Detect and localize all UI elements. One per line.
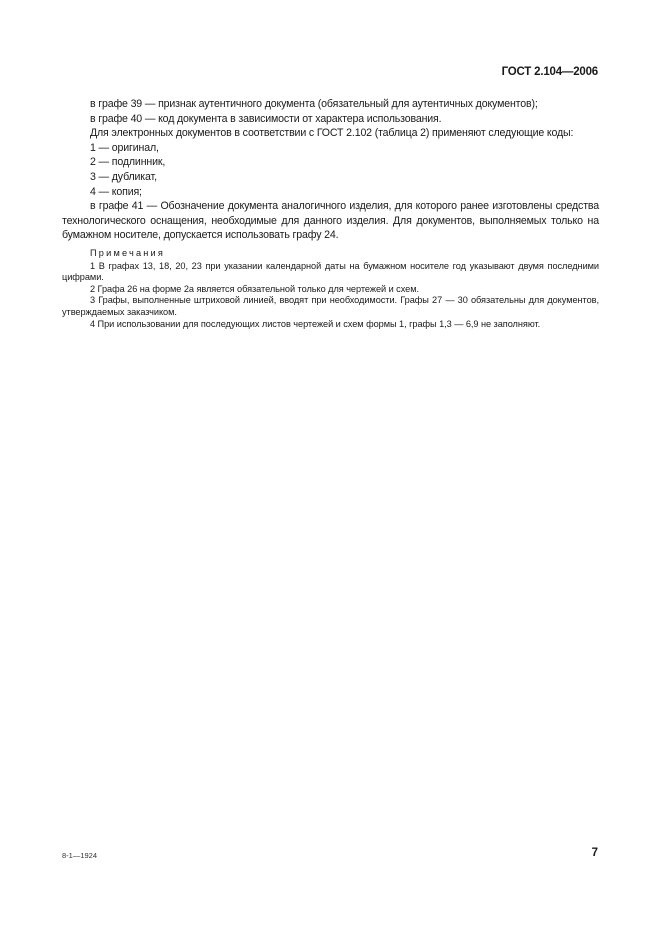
notes-section — [62, 248, 599, 330]
notes-title: Примечания — [90, 247, 166, 258]
note-item-4: 4 При использовании для последующих листов чертежей и схем формы 1, графы 1,3 — 6,9 не заполняют. — [90, 318, 541, 329]
code-item-duplicate: 3 — дубликат, — [90, 170, 157, 183]
paragraph-field-40: в графе 40 — код документа в зависимости от характера использования. — [90, 112, 442, 125]
document-standard-header: ГОСТ 2.104—2006 — [501, 66, 598, 78]
code-item-original: 1 — оригинал, — [90, 141, 159, 154]
paragraph-field-41: в графе 41 — Обозначение документа аналогичного изделия, для которого ранее изготовлены средства технологического оснащения, необходимые для данного изделия. Для документов, выполняемых только на бумажном носителе, допускается использовать графу 24. — [62, 200, 599, 242]
note-item-1: 1 В графах 13, 18, 20, 23 при указании календарной даты на бумажном носителе год указывают двумя последними цифрами. — [62, 260, 599, 283]
page-number: 7 — [591, 847, 598, 859]
document-body — [62, 97, 599, 330]
print-code: 8-1—1924 — [62, 851, 98, 860]
note-item-2: 2 Графа 26 на форме 2а является обязательной только для чертежей и схем. — [90, 283, 419, 294]
code-item-copy: 4 — копия; — [90, 185, 142, 198]
code-item-master: 2 — подлинник, — [90, 156, 166, 169]
paragraph-field-39: в графе 39 — признак аутентичного документа (обязательный для аутентичных документов); — [90, 98, 538, 110]
note-item-3: 3 Графы, выполненные штриховой линией, вводят при необходимости. Графы 27 — 30 обязательны для документов, утверждаемых заказчиком. — [62, 295, 599, 317]
paragraph-electronic-codes: Для электронных документов в соответствии с ГОСТ 2.102 (таблица 2) применяют следующие коды: — [90, 127, 574, 140]
